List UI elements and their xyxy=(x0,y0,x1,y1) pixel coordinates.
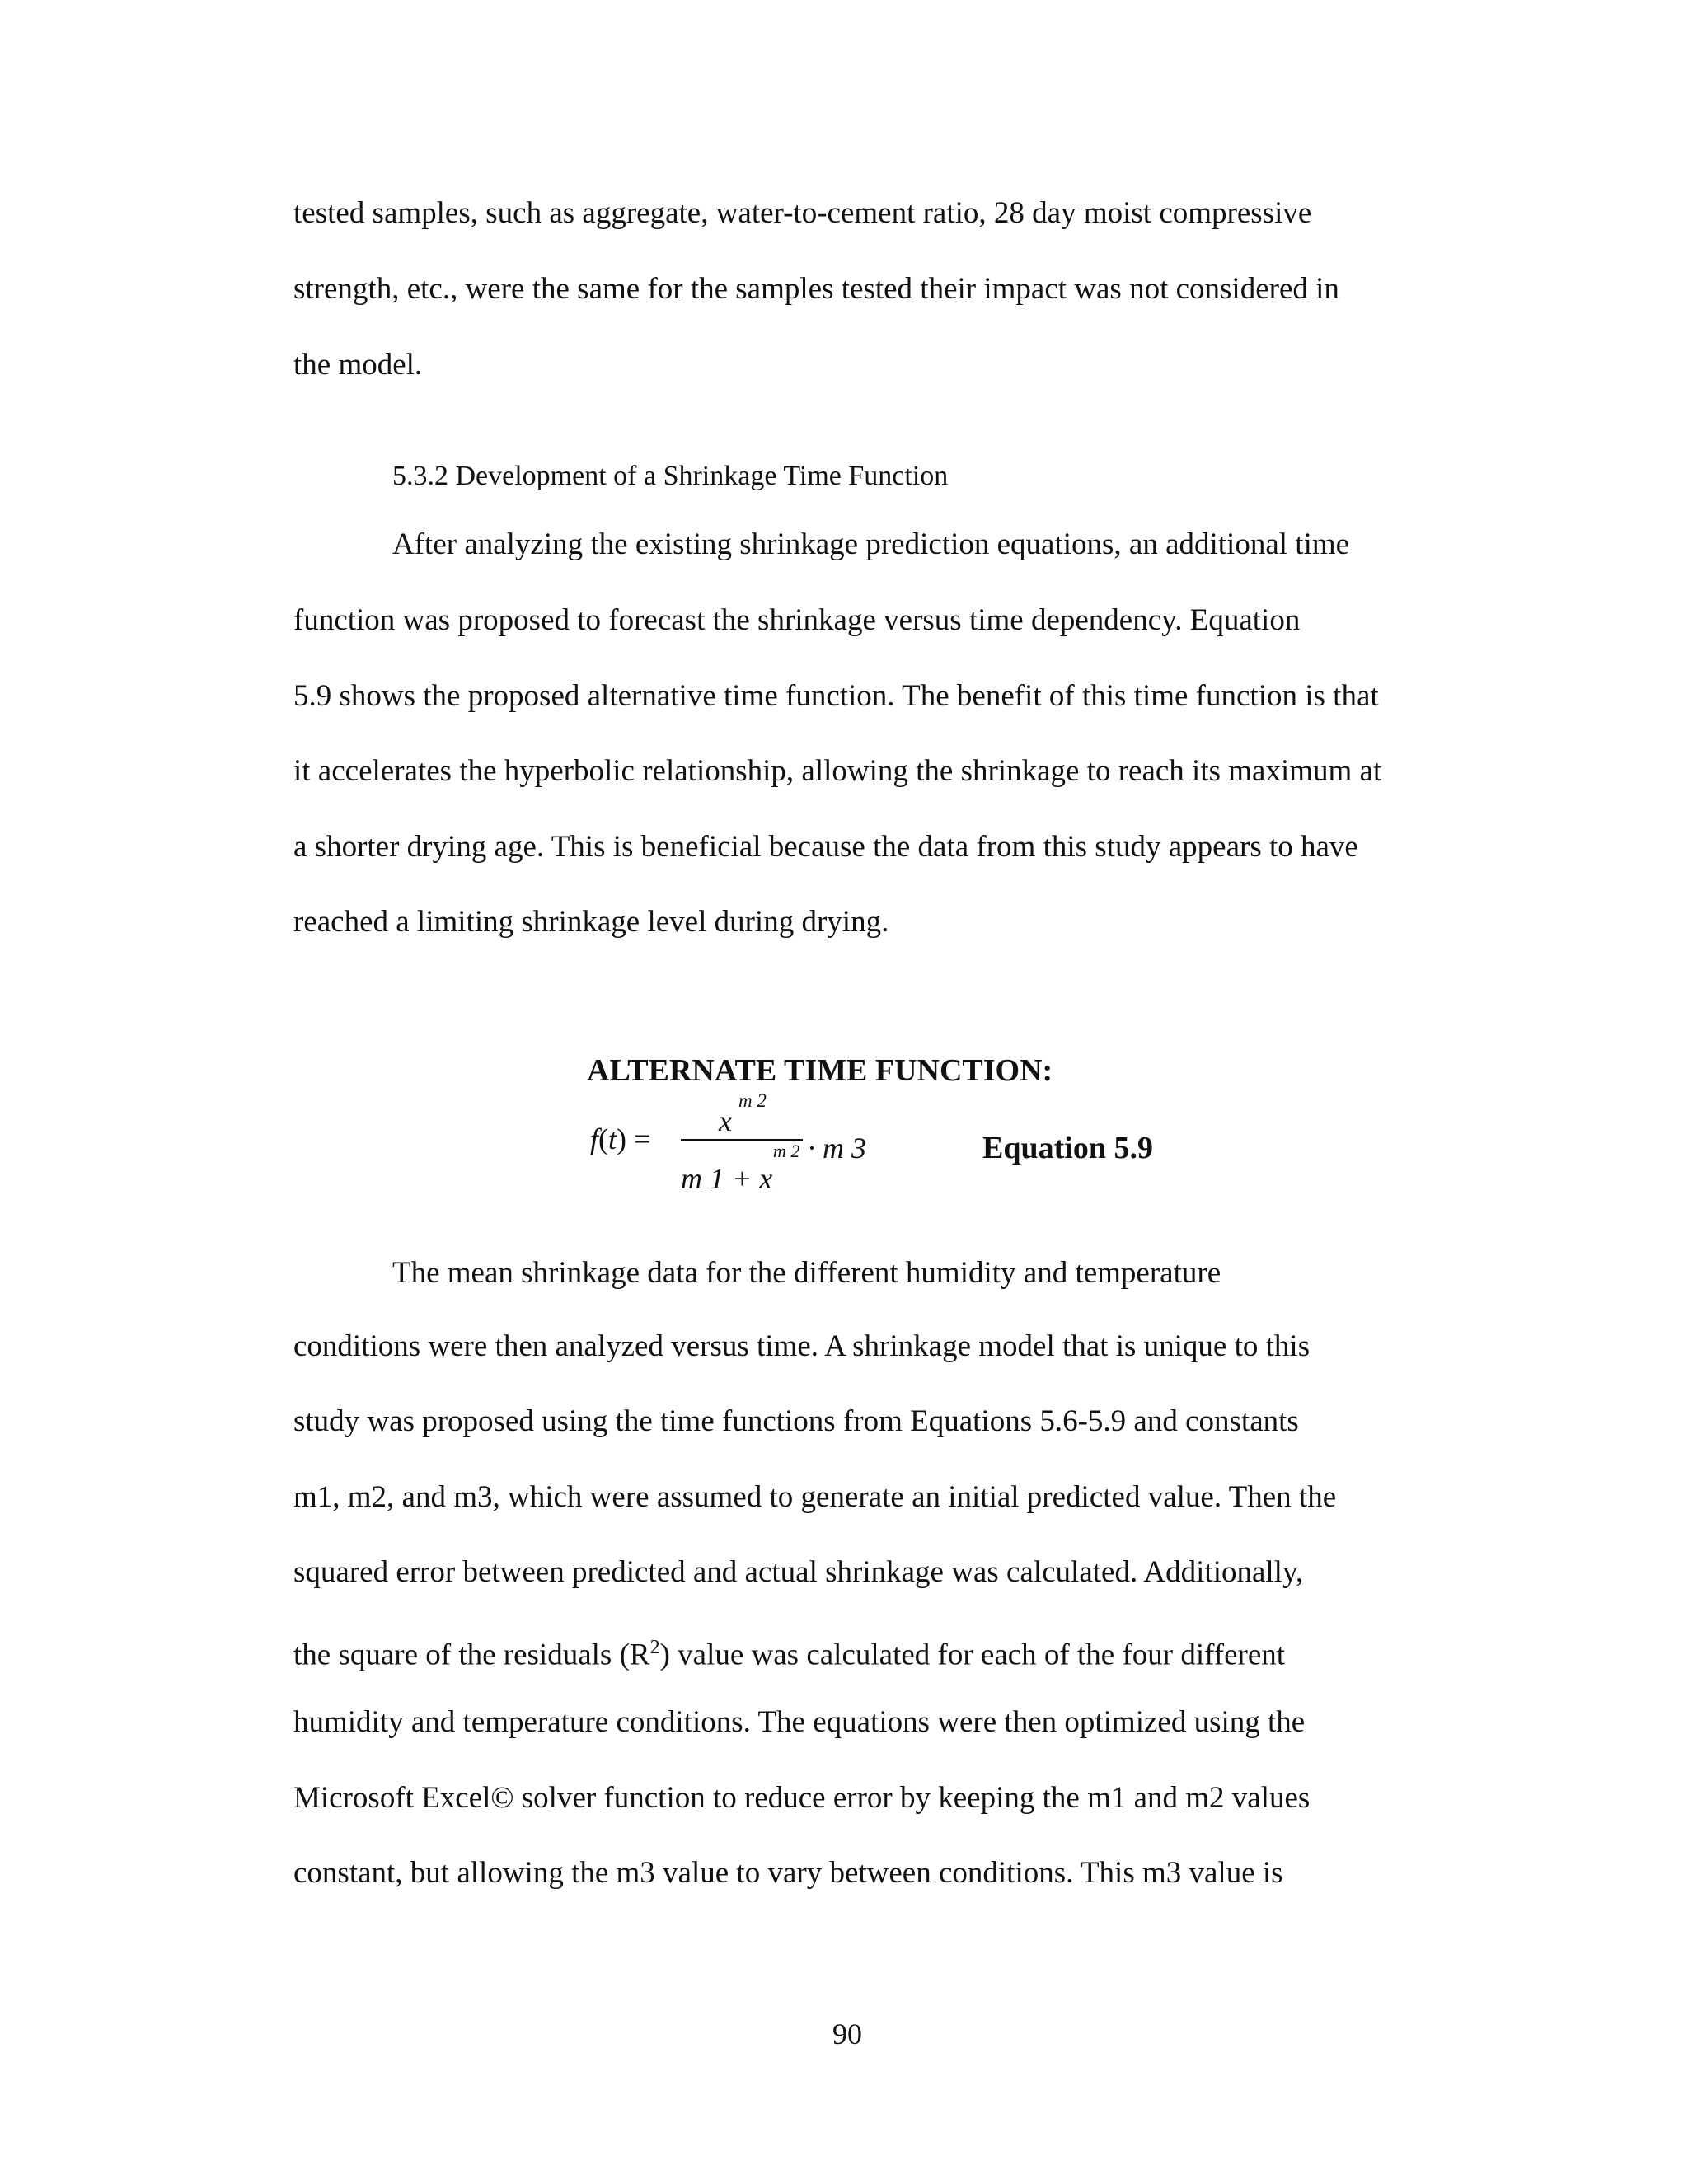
r2-line-after: ) value was calculated for each of the four different xyxy=(659,1638,1286,1672)
equation-number-label: Equation 5.9 xyxy=(982,1131,1153,1165)
body-text-line: function was proposed to forecast the shrinkage versus time dependency. Equation xyxy=(293,603,1301,637)
body-text-line: humidity and temperature conditions. The equations were then optimized using the xyxy=(293,1705,1306,1739)
body-text-line: 5.9 shows the proposed alternative time function. The benefit of this time function is that xyxy=(293,679,1379,713)
body-text-line: study was proposed using the time functions from Equations 5.6-5.9 and constants xyxy=(293,1404,1299,1438)
body-text-line: conditions were then analyzed versus time. A shrinkage model that is unique to this xyxy=(293,1329,1311,1363)
equation-numerator-exponent xyxy=(738,1090,767,1112)
body-text-line-r-squared xyxy=(293,1629,1285,1674)
body-text-line: the model. xyxy=(293,348,423,382)
body-text-line: a shorter drying age. This is beneficial because the data from this study appears to have xyxy=(293,830,1358,864)
section-heading: 5.3.2 Development of a Shrinkage Time Function xyxy=(392,461,949,491)
equation-numerator xyxy=(719,1104,732,1137)
equation-lhs xyxy=(590,1122,650,1155)
equation-numerator-exponent-text: m 2 xyxy=(738,1090,767,1111)
equation-denominator-text: m 1 + x xyxy=(681,1162,773,1195)
body-text-line: squared error between predicted and actual shrinkage was calculated. Additionally, xyxy=(293,1555,1304,1589)
equation-denominator-exponent-text: m 2 xyxy=(773,1141,800,1161)
body-text-line: Microsoft Excel© solver function to reduce error by keeping the m1 and m2 values xyxy=(293,1781,1311,1815)
equation-title: ALTERNATE TIME FUNCTION: xyxy=(587,1053,1053,1088)
body-text-line: constant, but allowing the m3 value to vary between conditions. This m3 value is xyxy=(293,1856,1283,1890)
body-text-line: it accelerates the hyperbolic relationship, allowing the shrinkage to reach its maximum at xyxy=(293,754,1382,788)
page-number: 90 xyxy=(832,2018,862,2050)
body-text-line: m1, m2, and m3, which were assumed to generate an initial predicted value. Then the xyxy=(293,1480,1337,1514)
r2-superscript: 2 xyxy=(649,1637,660,1658)
equation-lhs-function: f xyxy=(590,1122,599,1155)
equation-lhs-open: ( xyxy=(598,1122,609,1155)
equation-lhs-close: ) = xyxy=(617,1122,651,1155)
r2-line-before: the square of the residuals (R xyxy=(293,1638,650,1672)
equation-multiplier-text: · m 3 xyxy=(808,1132,866,1165)
body-text-line: reached a limiting shrinkage level during drying. xyxy=(293,905,889,939)
equation-denominator xyxy=(681,1162,772,1195)
equation-lhs-variable: t xyxy=(608,1122,617,1155)
body-text-line: After analyzing the existing shrinkage prediction equations, an additional time xyxy=(392,527,1350,561)
equation-numerator-base: x xyxy=(719,1104,732,1137)
body-text-line: tested samples, such as aggregate, water-to-cement ratio, 28 day moist compressive xyxy=(293,196,1312,230)
body-text-line: strength, etc., were the same for the samples tested their impact was not considered in xyxy=(293,272,1339,306)
equation-denominator-exponent xyxy=(773,1141,799,1161)
body-text-line: The mean shrinkage data for the different humidity and temperature xyxy=(392,1256,1221,1290)
equation-multiplier xyxy=(808,1132,866,1165)
